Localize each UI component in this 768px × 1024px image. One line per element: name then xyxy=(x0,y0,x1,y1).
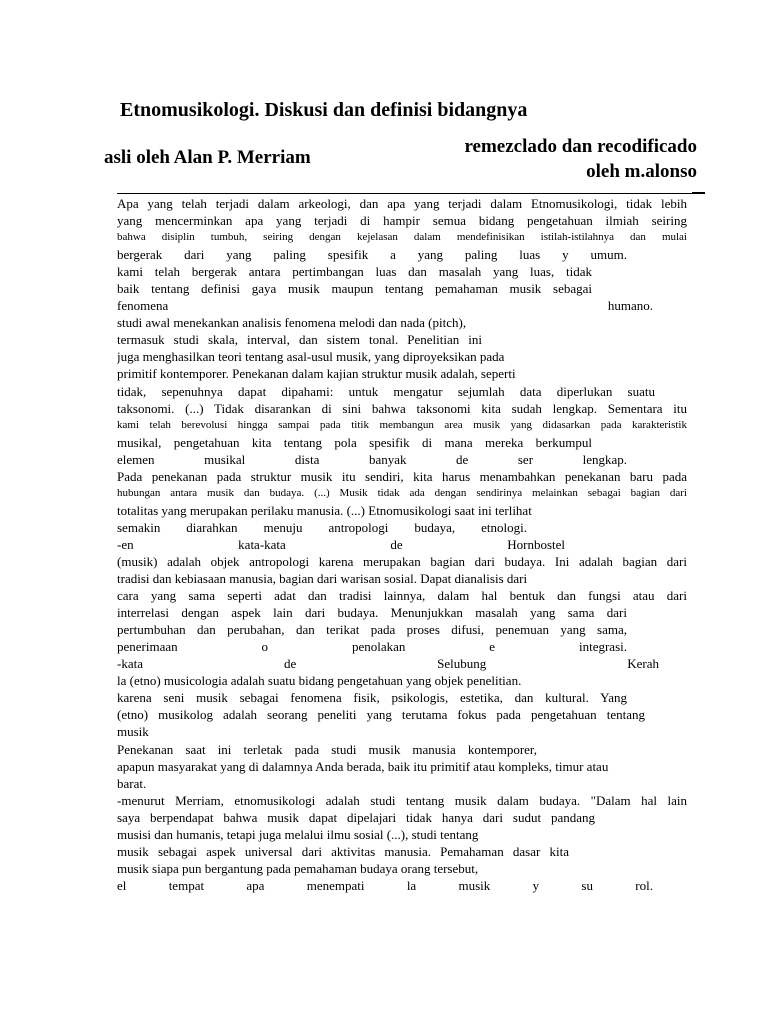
text-line: juga menghasilkan teori tentang asal-usul musik, yang diproyeksikan pada xyxy=(117,349,505,365)
text-line: musik sebagai aspek universal dari aktivitas manusia. Pemahaman dasar kita xyxy=(117,843,569,859)
text-line: cara yang sama seperti adat dan tradisi lainnya, dalam hal bentuk dan fungsi atau dari xyxy=(117,588,687,604)
document-credit xyxy=(425,134,697,184)
text-line: tidak, sepenuhnya dapat dipahami: untuk mengatur sejumlah data diperlukan suatu xyxy=(117,383,655,399)
text-line: musik xyxy=(117,724,149,740)
text-line: musisi dan humanis, tetapi juga melalui ilmu sosial (...), studi tentang xyxy=(117,826,479,842)
text-line: hubungan antara musik dan budaya. (...) Musik tidak ada dengan sendirinya melainkan sebagai bagian dari xyxy=(117,486,687,499)
text-line: barat. xyxy=(117,775,147,791)
text-line: taksonomi. (...) Tidak disarankan di sini bahwa taksonomi kita sudah lengkap. Sementara itu xyxy=(117,400,687,416)
text-line: fenomena humano. xyxy=(117,298,653,314)
text-line: (etno) musikolog adalah seorang peneliti yang terutama fokus pada pengetahuan tentang xyxy=(117,707,645,723)
text-line: tradisi dan kebiasaan manusia, bagian dari warisan sosial. Dapat dianalisis dari xyxy=(117,571,528,587)
header-divider-end xyxy=(692,192,705,194)
text-line: yang mencerminkan apa yang terjadi di hampir semua bidang pengetahuan ilmiah seiring xyxy=(117,213,687,229)
text-line: -en kata-kata de Hornbostel xyxy=(117,536,565,552)
text-line: primitif kontemporer. Penekanan dalam kajian struktur musik adalah, seperti xyxy=(117,366,516,382)
text-line: musikal, pengetahuan kita tentang pola spesifik di mana mereka berkumpul xyxy=(117,434,592,450)
text-line: totalitas yang merupakan perilaku manusia. (...) Etnomusikologi saat ini terlihat xyxy=(117,502,532,518)
text-line: apapun masyarakat yang di dalamnya Anda berada, baik itu primitif atau kompleks, timur atau xyxy=(117,758,609,774)
text-line: kami telah berevolusi hingga sampai pada titik membangun area musik yang didasarkan pada karakteristik xyxy=(117,418,687,431)
text-line: karena seni musik sebagai fenomena fisik, psikologis, estetika, dan kultural. Yang xyxy=(117,690,627,706)
text-line: bahwa disiplin tumbuh, seiring dengan kejelasan dalam mendefinisikan istilah-istilahnya dan mulai xyxy=(117,231,687,244)
text-line: baik tentang definisi gaya musik maupun tentang pemahaman musik sebagai xyxy=(117,281,592,297)
text-line: bergerak dari yang paling spesifik a yang paling luas y umum. xyxy=(117,247,627,263)
text-line: kami telah bergerak antara pertimbangan luas dan masalah yang luas, tidak xyxy=(117,264,592,280)
document-title: Etnomusikologi. Diskusi dan definisi bidangnya xyxy=(120,99,528,121)
text-line: la (etno) musicologia adalah suatu bidang pengetahuan yang objek penelitian. xyxy=(117,673,522,689)
text-line: elemen musikal dista banyak de ser lengkap. xyxy=(117,451,627,467)
text-line: -menurut Merriam, etnomusikologi adalah studi tentang musik dalam budaya. "Dalam hal lain xyxy=(117,792,687,808)
text-line: -kata de Selubung Kerah xyxy=(117,656,659,672)
text-line: pertumbuhan dan perubahan, dan terikat pada proses difusi, penemuan yang sama, xyxy=(117,622,627,638)
text-line: Penekanan saat ini terletak pada studi musik manusia kontemporer, xyxy=(117,741,537,757)
text-line: penerimaan o penolakan e integrasi. xyxy=(117,639,627,655)
text-line: Pada penekanan pada struktur musik itu sendiri, kita harus menambahkan penekanan baru pada xyxy=(117,468,687,484)
text-line: studi awal menekankan analisis fenomena melodi dan nada (pitch), xyxy=(117,315,467,331)
text-line: el tempat apa menempati la musik y su rol. xyxy=(117,877,653,893)
text-line: interrelasi dengan aspek lain dari budaya. Menunjukkan masalah yang sama dari xyxy=(117,605,627,621)
text-line: (musik) adalah objek antropologi karena merupakan bagian dari budaya. Ini adalah bagian dari xyxy=(117,553,687,569)
text-line: termasuk studi skala, interval, dan sistem tonal. Penelitian ini xyxy=(117,332,482,348)
text-line: semakin diarahkan menuju antropologi budaya, etnologi. xyxy=(117,519,527,535)
document-author: asli oleh Alan P. Merriam xyxy=(104,147,311,168)
text-line: Apa yang telah terjadi dalam arkeologi, dan apa yang terjadi dalam Etnomusikologi, tidak lebih xyxy=(117,196,687,211)
header-divider xyxy=(117,193,705,194)
body-text xyxy=(117,195,687,894)
text-line: musik siapa pun bergantung pada pemahaman budaya orang tersebut, xyxy=(117,860,479,876)
text-line: saya berpendapat bahwa musik dapat dipelajari tidak hanya dari sudut pandang xyxy=(117,809,595,825)
credit-line: remezclado dan recodificado xyxy=(464,136,697,157)
credit-line: oleh m.alonso xyxy=(586,161,697,182)
